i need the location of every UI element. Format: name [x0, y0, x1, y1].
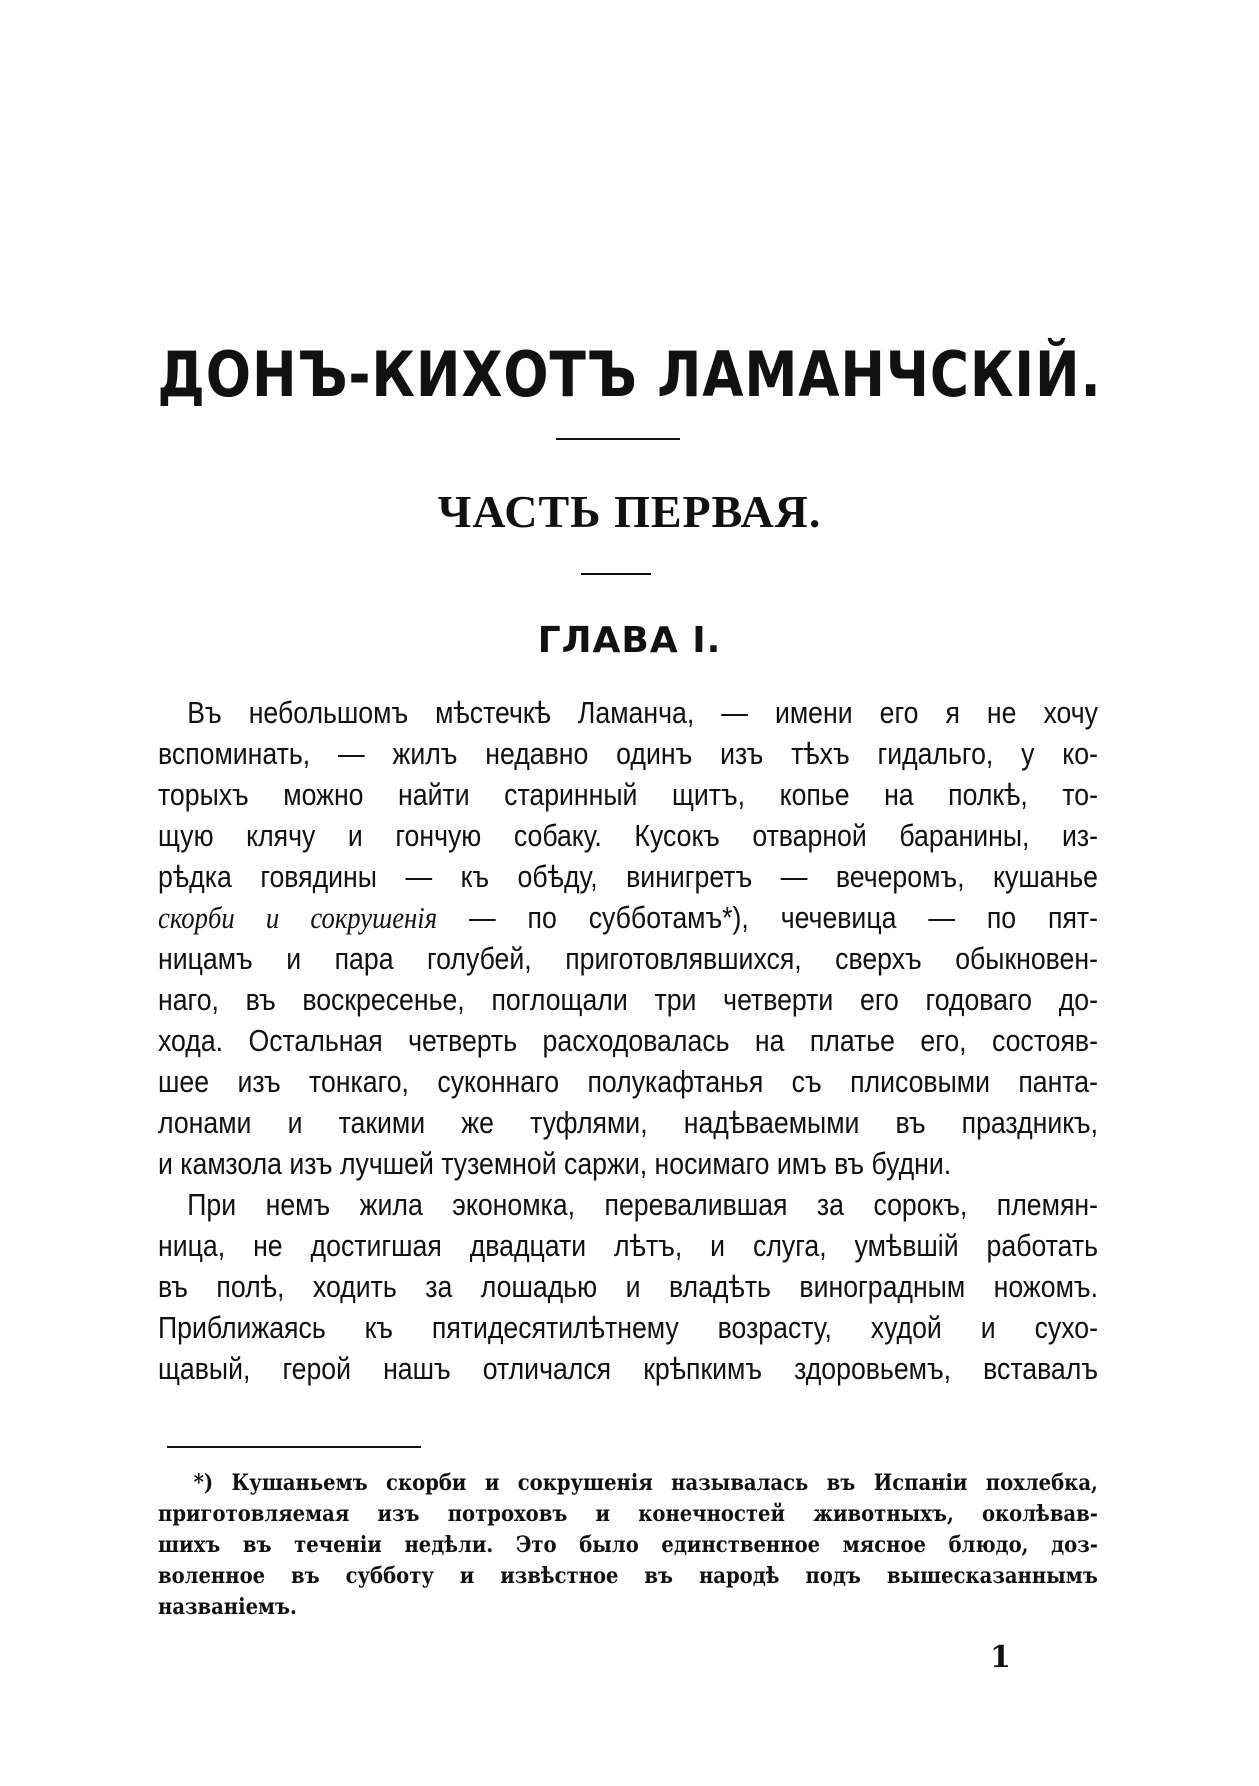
- body-line: щую клячу и гончую собаку. Кусокъ отварной баранины, из-: [158, 818, 1098, 853]
- part-heading: ЧАСТЬ ПЕРВАЯ.: [437, 486, 822, 537]
- body-line: ницамъ и пара голубей, приготовлявшихся, сверхъ обыкновен-: [158, 941, 1098, 976]
- italic-dish-name: скорби и сокрушенія: [158, 900, 438, 935]
- chapter-heading: ГЛАВА I.: [537, 620, 722, 661]
- body-line: въ полѣ, ходить за лошадью и владѣть виноградным ножомъ.: [158, 1269, 1098, 1304]
- body-line: Въ небольшомъ мѣстечкѣ Ламанча, — имени его я не хочу: [187, 695, 1098, 730]
- footnote-line: воленное въ субботу и извѣстное въ народѣ подъ вышесказаннымъ: [158, 1563, 1098, 1589]
- body-line: ница, не достигшая двадцати лѣтъ, и слуга, умѣвшій работать: [158, 1228, 1098, 1263]
- footnote-line: приготовляемая изъ потроховъ и конечностей животныхъ, околѣвав-: [158, 1501, 1098, 1527]
- page-number: 1: [990, 1640, 1011, 1675]
- body-line: рѣдка говядины — къ обѣду, винигретъ — вечеромъ, кушанье: [158, 859, 1098, 894]
- body-line: хода. Остальная четверть расходовалась на платье его, состояв-: [158, 1023, 1098, 1058]
- footnote-line: шихъ въ теченіи недѣли. Это было единственное мясное блюдо, доз-: [158, 1532, 1098, 1558]
- part-divider: [581, 573, 651, 575]
- footnote-line: названіемъ.: [158, 1594, 297, 1620]
- body-line: щавый, герой нашъ отличался крѣпкимъ здоровьемъ, вставалъ: [158, 1351, 1098, 1386]
- title-divider: [556, 438, 680, 440]
- book-title: ДОНЪ-КИХОТЪ ЛАМАНЧСКІЙ.: [157, 338, 1102, 411]
- body-line: Приближаясь къ пятидесятилѣтнему возрасту, худой и сухо-: [158, 1310, 1098, 1345]
- body-line-mixed: [158, 897, 1098, 938]
- footnote-line: *) Кушаньемъ скорби и сокрушенія называлась въ Испаніи похлебка,: [193, 1470, 1098, 1496]
- body-line-rest: — по субботамъ*), чечевица — по пят-: [437, 900, 1098, 935]
- body-line: вспоминать, — жилъ недавно одинъ изъ тѣхъ гидальго, у ко-: [158, 736, 1098, 771]
- body-line: торыхъ можно найти старинный щитъ, копье на полкѣ, то-: [158, 777, 1098, 812]
- body-line: лонами и такими же туфлями, надѣваемыми въ праздникъ,: [158, 1105, 1098, 1140]
- body-line: При немъ жила экономка, перевалившая за сорокъ, племян-: [187, 1187, 1098, 1222]
- footnote: [158, 1468, 1098, 1623]
- footnote-divider: [167, 1446, 421, 1448]
- body-line: и камзола изъ лучшей туземной саржи, носимаго имъ въ будни.: [158, 1146, 952, 1181]
- chapter-body: [158, 692, 1098, 1389]
- body-line: наго, въ воскресенье, поглощали три четверти его годоваго до-: [158, 982, 1098, 1017]
- body-line: шее изъ тонкаго, суконнаго полукафтанья съ плисовыми панта-: [158, 1064, 1098, 1099]
